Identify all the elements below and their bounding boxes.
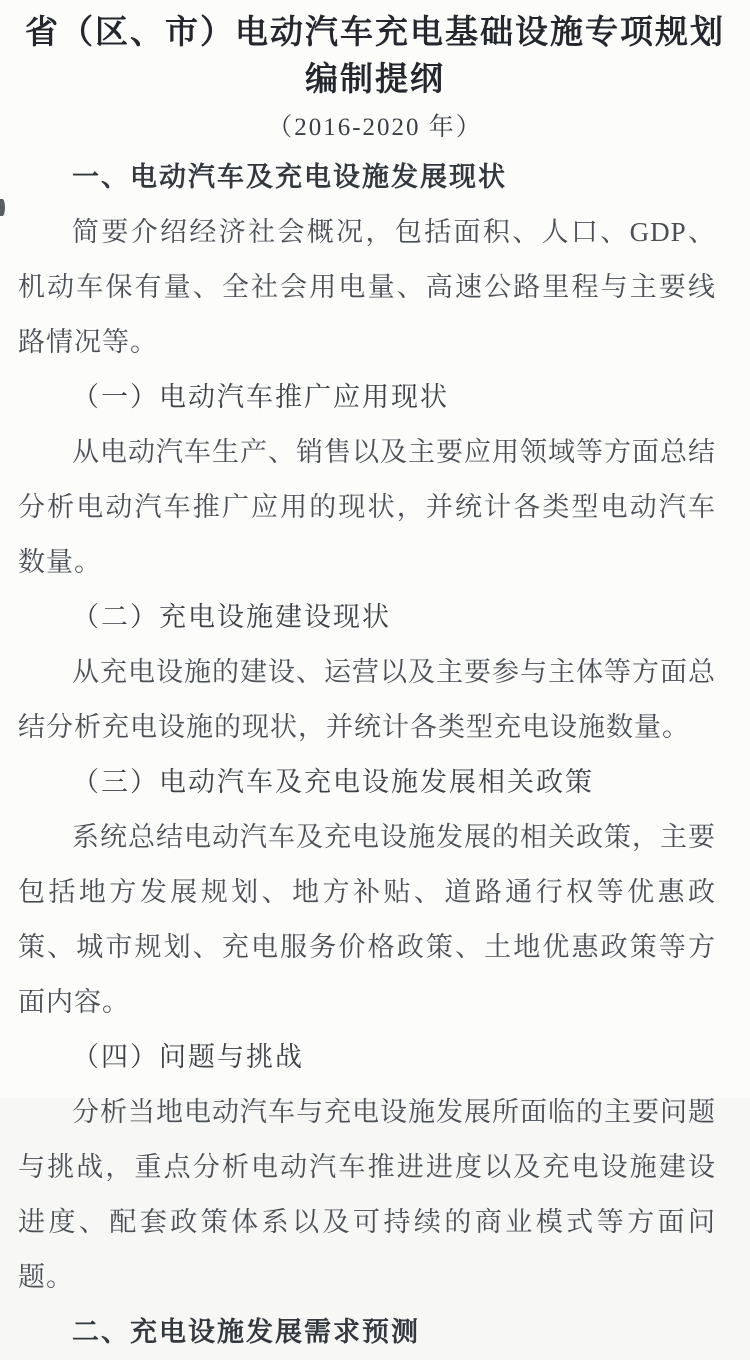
document-title-line1: 省（区、市）电动汽车充电基础设施专项规划 (25, 15, 725, 51)
section-heading-current-status: 一、电动汽车及充电设施发展现状 (72, 162, 507, 192)
paragraph-related-policies: 系统总结电动汽车及充电设施发展的相关政策，主要包括地方发展规划、地方补贴、道路通行权等优惠政策、城市规划、充电服务价格政策、土地优惠政策等方面内容。 (18, 822, 716, 1017)
document-title-line2: 编制提纲 (305, 62, 445, 98)
paragraph-economy-overview: 简要介绍经济社会概况，包括面积、人口、GDP、机动车保有量、全社会用电量、高速公路里程与主要线路情况等。 (18, 217, 716, 357)
scan-artifact (0, 199, 5, 216)
subheading-problems-challenges: （四）问题与挑战 (72, 1042, 304, 1072)
subheading-charging-construction: （二）充电设施建设现状 (72, 602, 391, 632)
document-subtitle: （2016-2020 年） (267, 114, 483, 141)
document-title (0, 0, 750, 104)
subheading-related-policies: （三）电动汽车及充电设施发展相关政策 (72, 767, 594, 797)
document-body (0, 150, 750, 1360)
paragraph-ev-promotion: 从电动汽车生产、销售以及主要应用领域等方面总结分析电动汽车推广应用的现状，并统计各类型电动汽车数量。 (18, 437, 716, 577)
paragraph-charging-construction: 从充电设施的建设、运营以及主要参与主体等方面总结分析充电设施的现状，并统计各类型充电设施数量。 (18, 657, 716, 742)
section-heading-demand-forecast: 二、充电设施发展需求预测 (72, 1317, 420, 1347)
subheading-ev-promotion-status: （一）电动汽车推广应用现状 (72, 382, 449, 412)
paragraph-problems-challenges: 分析当地电动汽车与充电设施发展所面临的主要问题与挑战，重点分析电动汽车推进进度以及充电设施建设进度、配套政策体系以及可持续的商业模式等方面问题。 (18, 1097, 716, 1292)
